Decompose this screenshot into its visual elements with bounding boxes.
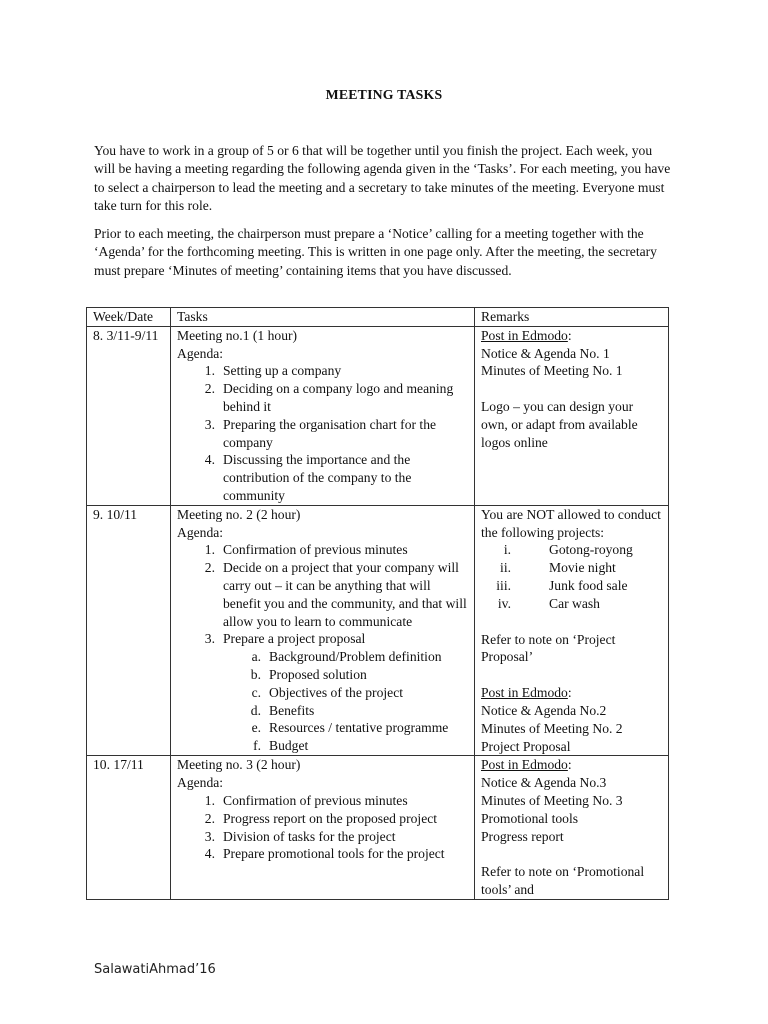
post-in-edmodo bbox=[481, 756, 663, 774]
agenda-item bbox=[177, 541, 469, 559]
footer-author: SalawatiAhmad’16 bbox=[94, 962, 216, 977]
table-header-row bbox=[87, 308, 669, 327]
agenda-item-text: Division of tasks for the project bbox=[223, 828, 396, 844]
agenda-item-number: 4. bbox=[204, 846, 215, 862]
remarks-cell bbox=[475, 756, 669, 900]
header-remarks: Remarks bbox=[475, 308, 669, 327]
subitem-letter: b. bbox=[250, 666, 261, 682]
banned-project bbox=[481, 595, 663, 613]
remark-refer: Refer to note on ‘Promotional tools’ and bbox=[481, 864, 645, 898]
remark-line: Promotional tools bbox=[481, 810, 579, 826]
subitem-text: Benefits bbox=[269, 702, 315, 718]
post-suffix: : bbox=[567, 685, 572, 701]
post-label: Post in Edmodo bbox=[481, 685, 568, 701]
agenda-item-number: 2. bbox=[204, 810, 215, 826]
remark-line: Notice & Agenda No.3 bbox=[481, 775, 607, 791]
header-tasks: Tasks bbox=[171, 308, 475, 327]
subitem bbox=[177, 719, 469, 737]
week-date-cell: 8. 3/11-9/11 bbox=[87, 326, 171, 505]
proposal-subitems bbox=[177, 648, 469, 755]
agenda-list bbox=[177, 362, 469, 504]
agenda-list bbox=[177, 541, 469, 648]
subitem-letter: a. bbox=[251, 649, 261, 665]
remarks-cell bbox=[475, 326, 669, 505]
remark-line: Minutes of Meeting No. 2 bbox=[481, 720, 623, 736]
agenda-item-text: Decide on a project that your company will carry out – it can be anything that will benefit you and the community, and that will allow you to learn to communicate bbox=[223, 560, 467, 629]
table-row bbox=[87, 505, 669, 756]
document-title: MEETING TASKS bbox=[325, 87, 443, 102]
subitem-text: Background/Problem definition bbox=[269, 649, 442, 665]
post-in-edmodo bbox=[481, 327, 663, 345]
agenda-item-text: Prepare a project proposal bbox=[223, 631, 366, 647]
subitem bbox=[177, 684, 469, 702]
post-suffix: : bbox=[567, 327, 572, 343]
remark-note: Logo – you can design your own, or adapt from available logos online bbox=[481, 399, 638, 450]
agenda-item bbox=[177, 810, 469, 828]
post-in-edmodo bbox=[481, 684, 663, 702]
subitem-text: Budget bbox=[269, 738, 309, 754]
remark-intro: You are NOT allowed to conduct the following projects: bbox=[481, 506, 661, 540]
remark-line: Project Proposal bbox=[481, 738, 571, 754]
agenda-item bbox=[177, 559, 469, 630]
agenda-item-number: 1. bbox=[204, 542, 215, 558]
agenda-item-number: 1. bbox=[204, 792, 215, 808]
post-label: Post in Edmodo bbox=[481, 757, 568, 773]
agenda-label: Agenda: bbox=[177, 524, 224, 540]
agenda-item bbox=[177, 362, 469, 380]
tasks-table bbox=[86, 307, 669, 900]
subitem bbox=[177, 702, 469, 720]
agenda-item bbox=[177, 451, 469, 504]
agenda-item-number: 3. bbox=[204, 416, 215, 432]
banned-project-text: Junk food sale bbox=[549, 577, 628, 593]
banned-project-number: iv. bbox=[497, 595, 511, 611]
agenda-item-text: Setting up a company bbox=[223, 363, 342, 379]
agenda-label: Agenda: bbox=[177, 775, 224, 791]
remark-line: Notice & Agenda No. 1 bbox=[481, 345, 610, 361]
tasks-cell bbox=[171, 326, 475, 505]
banned-project-number: iii. bbox=[496, 577, 511, 593]
agenda-item bbox=[177, 416, 469, 452]
agenda-item-text: Confirmation of previous minutes bbox=[223, 542, 408, 558]
agenda-item bbox=[177, 792, 469, 810]
agenda-item-number: 2. bbox=[204, 560, 215, 576]
remark-refer: Refer to note on ‘Project Proposal’ bbox=[481, 631, 616, 665]
agenda-item-text: Preparing the organisation chart for the company bbox=[223, 416, 437, 450]
tasks-cell bbox=[171, 756, 475, 900]
agenda-item-text: Prepare promotional tools for the project bbox=[223, 846, 445, 862]
agenda-item bbox=[177, 380, 469, 416]
agenda-item bbox=[177, 630, 469, 648]
post-suffix: : bbox=[567, 757, 572, 773]
banned-project-number: ii. bbox=[500, 560, 511, 576]
banned-project bbox=[481, 577, 663, 595]
agenda-item-text: Deciding on a company logo and meaning behind it bbox=[223, 381, 454, 414]
meeting-title: Meeting no.1 (1 hour) bbox=[177, 327, 298, 343]
banned-projects-list bbox=[481, 541, 663, 612]
banned-project-number: i. bbox=[503, 542, 511, 558]
header-week-date: Week/Date bbox=[87, 308, 171, 327]
meeting-title: Meeting no. 2 (2 hour) bbox=[177, 506, 301, 522]
agenda-item-text: Confirmation of previous minutes bbox=[223, 792, 408, 808]
subitem-letter: f. bbox=[253, 738, 261, 754]
post-label: Post in Edmodo bbox=[481, 327, 568, 343]
table-row bbox=[87, 326, 669, 505]
tasks-cell bbox=[171, 505, 475, 756]
banned-project-text: Movie night bbox=[549, 560, 616, 576]
agenda-item-number: 2. bbox=[204, 381, 215, 397]
week-date-cell: 10. 17/11 bbox=[87, 756, 171, 900]
remark-line: Minutes of Meeting No. 1 bbox=[481, 363, 623, 379]
remarks-cell bbox=[475, 505, 669, 756]
banned-project-text: Gotong-royong bbox=[549, 542, 633, 558]
subitem bbox=[177, 737, 469, 755]
agenda-item-number: 3. bbox=[204, 828, 215, 844]
intro-paragraph: You have to work in a group of 5 or 6 that will be together until you finish the project. Each week, you will be having a meeting regarding the following agenda given in the ‘Tasks’. For each meeting, you have to select a chairperson to lead the meeting and a secretary to take minutes of the meeting. Everyone must take turn for this role. bbox=[94, 143, 671, 214]
agenda-label: Agenda: bbox=[177, 345, 224, 361]
remark-line: Minutes of Meeting No. 3 bbox=[481, 792, 623, 808]
agenda-item-number: 3. bbox=[204, 631, 215, 647]
subitem-text: Objectives of the project bbox=[269, 684, 403, 700]
agenda-item bbox=[177, 828, 469, 846]
subitem bbox=[177, 648, 469, 666]
agenda-list bbox=[177, 792, 469, 863]
agenda-item bbox=[177, 845, 469, 863]
table-row bbox=[87, 756, 669, 900]
subitem-letter: d. bbox=[250, 702, 261, 718]
subitem-text: Proposed solution bbox=[269, 666, 367, 682]
subitem-text: Resources / tentative programme bbox=[269, 720, 449, 736]
agenda-item-number: 4. bbox=[204, 452, 215, 468]
agenda-item-text: Progress report on the proposed project bbox=[223, 810, 438, 826]
banned-project bbox=[481, 541, 663, 559]
remark-line: Progress report bbox=[481, 828, 564, 844]
week-date-cell: 9. 10/11 bbox=[87, 505, 171, 756]
remark-line: Notice & Agenda No.2 bbox=[481, 702, 607, 718]
subitem-letter: e. bbox=[251, 720, 261, 736]
banned-project-text: Car wash bbox=[549, 595, 600, 611]
meeting-title: Meeting no. 3 (2 hour) bbox=[177, 757, 301, 773]
banned-project bbox=[481, 559, 663, 577]
agenda-item-number: 1. bbox=[204, 363, 215, 379]
instructions-paragraph: Prior to each meeting, the chairperson must prepare a ‘Notice’ calling for a meeting together with the ‘Agenda’ for the forthcoming meeting. This is written in one page only. After the meeting, the secretary must prepare ‘Minutes of meeting’ containing items that you have discussed. bbox=[94, 226, 657, 278]
agenda-item-text: Discussing the importance and the contribution of the company to the community bbox=[223, 452, 412, 503]
subitem bbox=[177, 666, 469, 684]
subitem-letter: c. bbox=[251, 684, 261, 700]
